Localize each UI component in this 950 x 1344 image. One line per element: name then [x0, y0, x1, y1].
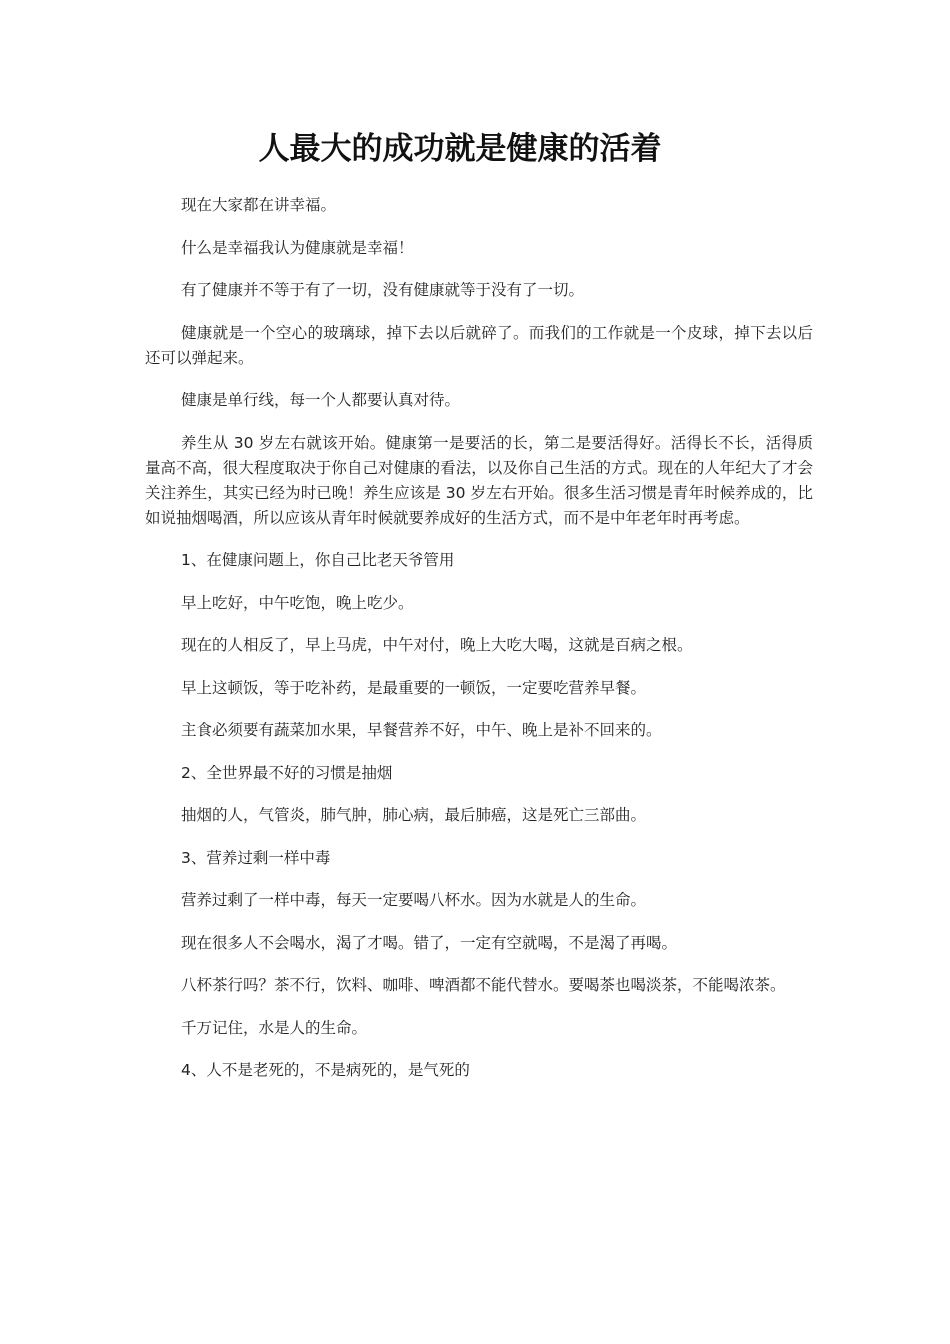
section-heading: 3、营养过剩一样中毒 [181, 848, 331, 867]
section-heading: 2、全世界最不好的习惯是抽烟 [181, 763, 393, 782]
section-heading: 1、在健康问题上，你自己比老天爷管用 [181, 551, 455, 569]
paragraph: 什么是幸福我认为健康就是幸福！ [181, 238, 414, 257]
section-heading: 4、人不是老死的，不是病死的，是气死的 [181, 1061, 470, 1079]
paragraph: 早上吃好，中午吃饱，晚上吃少。 [181, 593, 414, 612]
paragraph: 养生从 30 岁左右就该开始。健康第一是要活的长，第二是要活得好。活得长不长，活得质量高不高，很大程度取决于你自己对健康的看法，以及你自己生活的方式。现在的人年纪大了才会关注养生，其实已经为时已晚！养生应该是 30 岁左右开始。很多生活习惯是青年时候养成的，比如说抽烟喝酒，所以应该从青年时候就要养成好的生活方式，而不是中年老年时再考虑。 [145, 433, 813, 527]
paragraph: 营养过剩了一样中毒，每天一定要喝八杯水。因为水就是人的生命。 [181, 891, 647, 909]
paragraph: 抽烟的人，气管炎，肺气肿，肺心病，最后肺癌，这是死亡三部曲。 [181, 806, 647, 824]
document-body [145, 193, 813, 1101]
paragraph: 有了健康并不等于有了一切，没有健康就等于没有了一切。 [181, 281, 585, 299]
paragraph: 现在大家都在讲幸福。 [181, 196, 337, 214]
paragraph: 现在很多人不会喝水，渴了才喝。错了，一定有空就喝，不是渴了再喝。 [181, 933, 678, 952]
paragraph: 主食必须要有蔬菜加水果，早餐营养不好，中午、晚上是补不回来的。 [181, 721, 662, 739]
paragraph: 早上这顿饭，等于吃补药，是最重要的一顿饭，一定要吃营养早餐。 [181, 678, 647, 697]
paragraph: 千万记住，水是人的生命。 [181, 1018, 368, 1037]
paragraph: 现在的人相反了，早上马虎，中午对付，晚上大吃大喝，这就是百病之根。 [181, 636, 693, 654]
paragraph: 健康就是一个空心的玻璃球，掉下去以后就碎了。而我们的工作就是一个皮球，掉下去以后还可以弹起来。 [145, 323, 813, 367]
document-title: 人最大的成功就是健康的活着 [258, 131, 662, 167]
paragraph: 八杯茶行吗？茶不行，饮料、咖啡、啤酒都不能代替水。要喝茶也喝淡茶，不能喝浓茶。 [181, 976, 786, 994]
paragraph: 健康是单行线，每一个人都要认真对待。 [181, 391, 461, 409]
